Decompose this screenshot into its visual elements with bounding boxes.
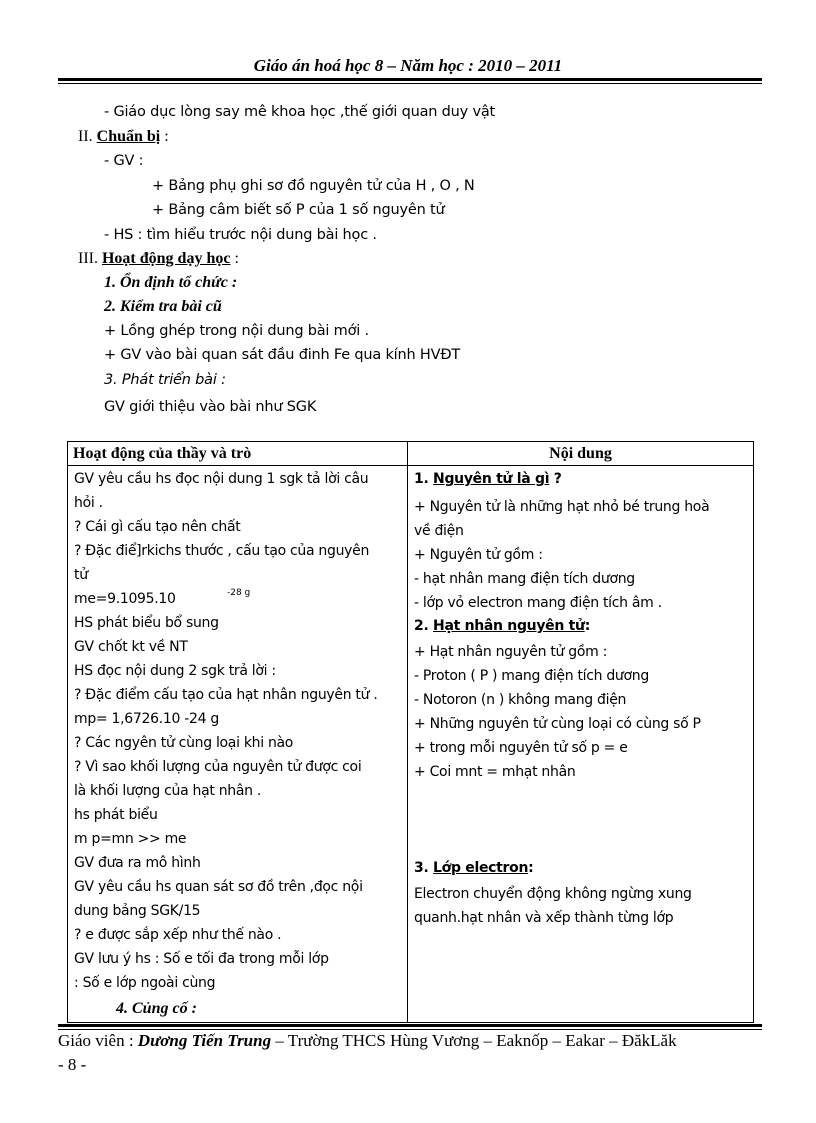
section-3-colon: :	[230, 250, 239, 267]
mass-exponent: -28 g	[227, 588, 251, 598]
column-header-content: Nội dung	[408, 442, 754, 466]
column-header-activities: Hoạt động của thầy và trò	[68, 442, 408, 466]
footer-prefix: Giáo viên :	[58, 1031, 138, 1050]
activity-line: HS đọc nội dung 2 sgk trả lời :	[74, 663, 276, 679]
activity-line: ? Đặc điểm cấu tạo của hạt nhân nguyên tử .	[74, 687, 378, 703]
activity-line: m p=mn >> me	[74, 831, 187, 847]
activity-line: là khối lượng của hạt nhân .	[74, 783, 262, 799]
gv-item-1: + Bảng phụ ghi sơ đồ nguyên tử của H , O , N	[152, 178, 475, 194]
content-line: + Hạt nhân nguyên tử gồm :	[414, 644, 607, 660]
content-line: - hạt nhân mang điện tích dương	[414, 571, 635, 587]
footer-rule-thick	[58, 1024, 762, 1027]
content-line: + Nguyên tử là những hạt nhỏ bé trung hoà	[414, 499, 710, 515]
activity-line: hỏi .	[74, 495, 103, 511]
page-number: - 8 -	[58, 1055, 87, 1074]
content-line: + Nguyên tử gồm :	[414, 547, 543, 563]
activity-line: : Số e lớp ngoài cùng	[74, 975, 216, 991]
activity-line: GV yêu cầu hs quan sát sơ đồ trên ,đọc nội	[74, 879, 363, 895]
heading-2-tail: :	[584, 618, 590, 634]
footer-teacher-line	[58, 1031, 677, 1051]
activities-lines	[68, 466, 407, 1022]
table-header-row	[68, 442, 754, 466]
step-3-item-1: GV giới thiệu vào bài như SGK	[104, 399, 317, 415]
activity-line: GV đưa ra mô hình	[74, 855, 201, 871]
section-3-heading	[78, 250, 239, 268]
header-rule-thin	[58, 83, 762, 84]
content-line: Electron chuyển động không ngừng xung	[414, 886, 692, 902]
section-3-title: Hoạt động dạy học	[101, 250, 231, 267]
activity-line: me=9.1095.10	[74, 591, 176, 607]
lesson-table	[67, 441, 754, 1023]
section-2-colon: :	[160, 128, 169, 145]
gv-label: - GV :	[104, 153, 144, 169]
section-2-title: Chuẩn bị	[96, 128, 161, 145]
section-2-heading	[78, 128, 169, 146]
page-header-title: Giáo án hoá học 8 – Năm học : 2010 – 2011	[253, 56, 563, 75]
content-cell	[408, 466, 754, 1023]
footer-school: – Trường THCS Hùng Vương – Eaknốp – Eakar – ĐăkLăk	[271, 1031, 677, 1050]
footer-rule-thin	[58, 1029, 762, 1030]
section-3-number: III.	[78, 250, 98, 267]
heading-3-number: 3.	[414, 860, 429, 876]
activity-line: tử	[74, 567, 88, 583]
activity-line: dung bảng SGK/15	[74, 903, 201, 919]
heading-1-tail: ?	[549, 471, 562, 487]
activity-line: ? Các ngyên tử cùng loại khi nào	[74, 735, 294, 751]
activity-line: GV chốt kt về NT	[74, 639, 188, 655]
activity-line: hs phát biểu	[74, 807, 158, 823]
activity-line: ? Vì sao khối lượng của nguyên tử được coi	[74, 759, 362, 775]
activity-line: mp= 1,6726.10 -24 g	[74, 711, 219, 727]
content-heading-3	[414, 860, 533, 876]
content-line: + trong mỗi nguyên tử số p = e	[414, 740, 628, 756]
intro-line: - Giáo dục lòng say mê khoa học ,thế giới quan duy vật	[104, 104, 496, 120]
content-line: quanh.hạt nhân và xếp thành từng lớp	[414, 910, 674, 926]
footer-teacher-name: Dương Tiến Trung	[137, 1031, 272, 1050]
heading-3-tail: :	[528, 860, 534, 876]
content-heading-1	[414, 471, 562, 487]
step-3: 3. Phát triển bài :	[104, 372, 226, 388]
activity-line: GV yêu cầu hs đọc nội dung 1 sgk tả lời câu	[74, 471, 369, 487]
step-2-item-1: + Lồng ghép trong nội dung bài mới .	[104, 323, 369, 339]
step-4: 4. Củng cố :	[116, 1000, 197, 1017]
section-2-number: II.	[78, 128, 93, 145]
content-line: về điện	[414, 523, 464, 539]
content-lines	[408, 466, 753, 1022]
heading-1-text: Nguyên tử là gì	[433, 471, 550, 487]
content-heading-2	[414, 618, 590, 634]
activity-line: GV lưu ý hs : Số e tối đa trong mỗi lớp	[74, 951, 329, 967]
gv-item-2: + Bảng câm biết số P của 1 số nguyên tử	[152, 202, 445, 218]
activity-line: ? Cái gì cấu tạo nên chất	[74, 519, 241, 535]
step-2-item-2: + GV vào bài quan sát đầu đinh Fe qua kính HVĐT	[104, 347, 461, 363]
table-body-row	[68, 466, 754, 1023]
header-rule-thick	[58, 78, 762, 81]
content-line: + Những nguyên tử cùng loại có cùng số P	[414, 716, 701, 732]
activity-line: ? e được sắp xếp như thế nào .	[74, 927, 282, 943]
content-line: - Notoron (n ) không mang điện	[414, 692, 627, 708]
content-line: - Proton ( P ) mang điện tích dương	[414, 668, 649, 684]
activity-line: HS phát biểu bổ sung	[74, 615, 219, 631]
content-line: - lớp vỏ electron mang điện tích âm .	[414, 595, 662, 611]
heading-2-number: 2.	[414, 618, 429, 634]
step-1: 1. Ổn định tổ chức :	[104, 274, 238, 291]
heading-1-number: 1.	[414, 471, 429, 487]
activity-line: ? Đặc điể]rkichs thước , cấu tạo của nguyên	[74, 543, 370, 559]
hs-line: - HS : tìm hiểu trước nội dung bài học .	[104, 227, 377, 243]
step-2: 2. Kiểm tra bài cũ	[104, 298, 222, 315]
heading-2-text: Hạt nhân nguyên tử	[433, 618, 585, 634]
activities-cell	[68, 466, 408, 1023]
heading-3-text: Lớp electron	[433, 860, 529, 876]
content-line: + Coi mnt = mhạt nhân	[414, 764, 576, 780]
